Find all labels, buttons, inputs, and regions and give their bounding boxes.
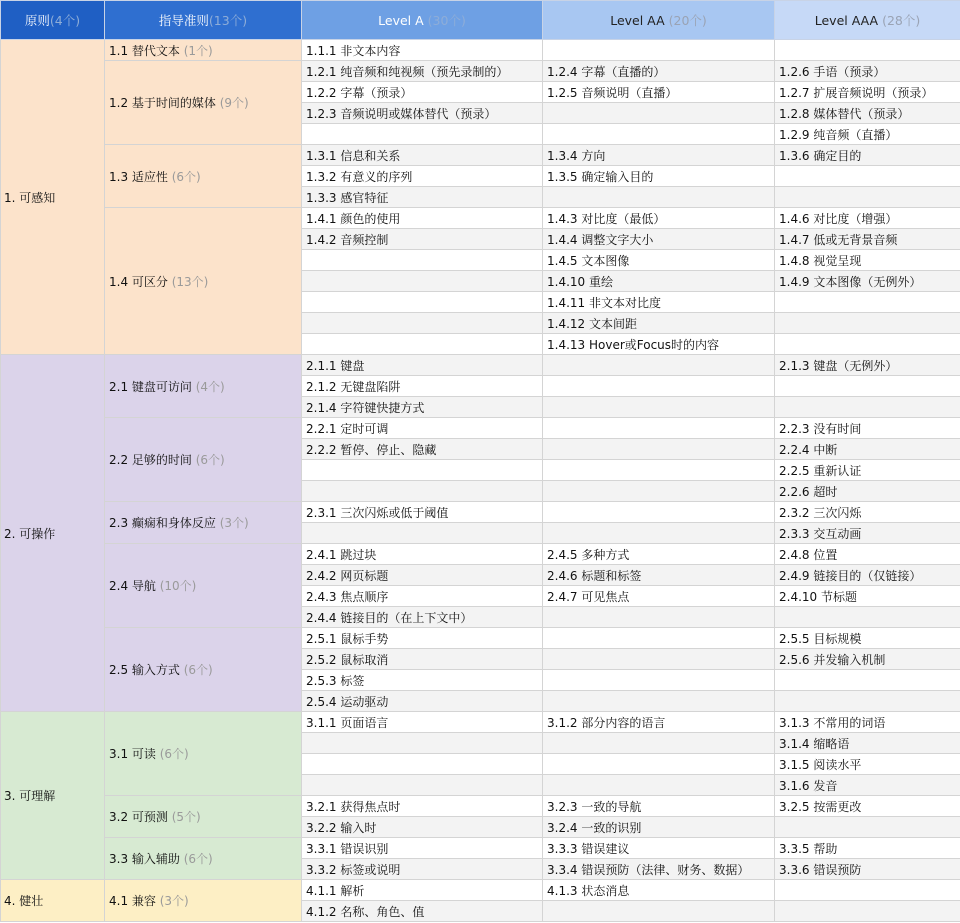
criterion-cell-level-aaa: 2.3.2 三次闪烁 [775,502,960,523]
criterion-cell-level-aaa: 3.1.4 缩略语 [775,733,960,754]
criterion-cell-level-aa: 1.2.5 音频说明（直播） [543,82,775,103]
criterion-cell-level-a: 1.4.2 音频控制 [302,229,543,250]
guideline-count: (6个) [183,852,213,866]
criterion-cell-level-aa [543,607,775,628]
criterion-cell-level-aa: 2.4.5 多种方式 [543,544,775,565]
criterion-cell-level-a [302,271,543,292]
criterion-cell-level-aaa: 2.2.3 没有时间 [775,418,960,439]
criterion-cell-level-aa [543,124,775,145]
criterion-cell-level-aaa: 2.2.6 超时 [775,481,960,502]
criterion-cell-level-a: 1.2.1 纯音频和纯视频（预先录制的） [302,61,543,82]
header-principle: 原则(4个) [1,1,105,40]
table-row [1,145,960,166]
criterion-cell-level-aaa: 2.4.10 节标题 [775,586,960,607]
criterion-cell-level-a: 2.2.1 定时可调 [302,418,543,439]
principle-cell: 3. 可理解 [1,712,105,880]
guideline-label: 4.1 兼容 [109,894,156,908]
criterion-cell-level-aa [543,439,775,460]
criterion-cell-level-aaa [775,40,960,61]
guideline-cell [105,502,302,544]
guideline-count: (9个) [219,96,249,110]
criterion-cell-level-aaa [775,691,960,712]
criterion-cell-level-a: 3.3.1 错误识别 [302,838,543,859]
criterion-cell-level-aa: 3.2.3 一致的导航 [543,796,775,817]
criterion-cell-level-aa [543,775,775,796]
criterion-cell-level-aa: 1.3.5 确定输入目的 [543,166,775,187]
criterion-cell-level-a: 1.3.2 有意义的序列 [302,166,543,187]
criterion-cell-level-a: 2.2.2 暂停、停止、隐藏 [302,439,543,460]
criterion-cell-level-a: 2.5.2 鼠标取消 [302,649,543,670]
criterion-cell-level-aaa: 3.1.6 发音 [775,775,960,796]
table-row [1,880,960,901]
criterion-cell-level-a: 1.1.1 非文本内容 [302,40,543,61]
criterion-cell-level-aaa: 1.4.6 对比度（增强） [775,208,960,229]
criterion-cell-level-aa [543,691,775,712]
criterion-cell-level-a: 1.2.2 字幕（预录） [302,82,543,103]
principle-cell: 1. 可感知 [1,40,105,355]
criterion-cell-level-aaa: 3.3.5 帮助 [775,838,960,859]
criterion-cell-level-a: 2.5.4 运动驱动 [302,691,543,712]
criterion-cell-level-a [302,523,543,544]
criterion-cell-level-aaa [775,607,960,628]
guideline-cell [105,838,302,880]
criterion-cell-level-a: 2.1.4 字符键快捷方式 [302,397,543,418]
criterion-cell-level-aaa: 2.1.3 键盘（无例外） [775,355,960,376]
guideline-count: (3个) [219,516,249,530]
criterion-cell-level-aaa: 2.4.9 链接目的（仅链接） [775,565,960,586]
criterion-cell-level-aa: 1.4.4 调整文字大小 [543,229,775,250]
criterion-cell-level-aa: 3.2.4 一致的识别 [543,817,775,838]
criterion-cell-level-a [302,124,543,145]
criterion-cell-level-aa [543,628,775,649]
table-row [1,418,960,439]
guideline-label: 1.4 可区分 [109,274,168,289]
guideline-label: 1.1 替代文本 [109,43,180,58]
guideline-count: (3个) [159,894,189,908]
criterion-cell-level-a [302,481,543,502]
criterion-cell-level-aaa: 3.2.5 按需更改 [775,796,960,817]
criterion-cell-level-aaa: 1.2.6 手语（预录） [775,61,960,82]
criterion-cell-level-a: 1.3.1 信息和关系 [302,145,543,166]
criterion-cell-level-aa: 3.1.2 部分内容的语言 [543,712,775,733]
criterion-cell-level-aa [543,649,775,670]
criterion-cell-level-aaa: 2.2.5 重新认证 [775,460,960,481]
criterion-cell-level-a: 3.1.1 页面语言 [302,712,543,733]
principle-cell: 2. 可操作 [1,355,105,712]
criterion-cell-level-aa: 2.4.7 可见焦点 [543,586,775,607]
table-row [1,796,960,817]
criterion-cell-level-aaa: 1.2.9 纯音频（直播） [775,124,960,145]
criterion-cell-level-aa [543,460,775,481]
guideline-count: (6个) [183,663,213,677]
table-row [1,208,960,229]
criterion-cell-level-a: 4.1.2 名称、角色、值 [302,901,543,922]
criterion-cell-level-aaa: 2.2.4 中断 [775,439,960,460]
criterion-cell-level-aaa [775,901,960,922]
criterion-cell-level-aa: 1.4.11 非文本对比度 [543,292,775,313]
guideline-cell [105,628,302,712]
guideline-cell [105,544,302,628]
criterion-cell-level-aa: 3.3.3 错误建议 [543,838,775,859]
header-guideline: 指导准则(13个) [105,1,302,40]
criterion-cell-level-aaa [775,880,960,901]
criterion-cell-level-aa [543,40,775,61]
guideline-label: 2.5 输入方式 [109,663,180,677]
criterion-cell-level-a [302,775,543,796]
table-row [1,628,960,649]
guideline-label: 2.3 癫痫和身体反应 [109,516,216,530]
guideline-count: (13个) [171,274,209,289]
criterion-cell-level-a: 4.1.1 解析 [302,880,543,901]
criterion-cell-level-aaa [775,166,960,187]
table-row [1,61,960,82]
criterion-cell-level-aaa [775,670,960,691]
criterion-cell-level-aaa: 2.5.6 并发输入机制 [775,649,960,670]
criterion-cell-level-aaa: 1.4.9 文本图像（无例外） [775,271,960,292]
table-body [1,40,960,922]
criterion-cell-level-a: 1.3.3 感官特征 [302,187,543,208]
criterion-cell-level-aaa: 3.1.5 阅读水平 [775,754,960,775]
criterion-cell-level-a: 1.4.1 颜色的使用 [302,208,543,229]
criterion-cell-level-aa: 1.2.4 字幕（直播的） [543,61,775,82]
guideline-cell [105,355,302,418]
guideline-cell [105,40,302,61]
header-level-a: Level A (30个) [302,1,543,40]
criterion-cell-level-aaa: 1.3.6 确定目的 [775,145,960,166]
header-level-aaa: Level AAA (28个) [775,1,960,40]
criterion-cell-level-a [302,313,543,334]
criterion-cell-level-a: 2.4.3 焦点顺序 [302,586,543,607]
criterion-cell-level-aa [543,376,775,397]
criterion-cell-level-aa: 4.1.3 状态消息 [543,880,775,901]
criterion-cell-level-aaa: 1.4.7 低或无背景音频 [775,229,960,250]
criterion-cell-level-aa [543,355,775,376]
criterion-cell-level-aa: 2.4.6 标题和标签 [543,565,775,586]
criterion-cell-level-a: 3.2.2 输入时 [302,817,543,838]
criterion-cell-level-a: 3.3.2 标签或说明 [302,859,543,880]
guideline-label: 1.3 适应性 [109,169,168,184]
criterion-cell-level-aa: 1.4.10 重绘 [543,271,775,292]
guideline-cell [105,61,302,145]
criterion-cell-level-aaa: 3.1.3 不常用的词语 [775,712,960,733]
criterion-cell-level-aaa [775,334,960,355]
criterion-cell-level-aa [543,670,775,691]
criterion-cell-level-a [302,334,543,355]
criterion-cell-level-aaa [775,292,960,313]
criterion-cell-level-aa [543,502,775,523]
criterion-cell-level-aa: 1.3.4 方向 [543,145,775,166]
guideline-count: (6个) [171,169,201,184]
criterion-cell-level-a [302,754,543,775]
criterion-cell-level-aaa [775,187,960,208]
criterion-cell-level-aaa: 2.4.8 位置 [775,544,960,565]
guideline-label: 2.1 键盘可访问 [109,379,192,394]
criterion-cell-level-aaa: 2.5.5 目标规模 [775,628,960,649]
criterion-cell-level-aa [543,901,775,922]
criterion-cell-level-aaa [775,313,960,334]
criterion-cell-level-a [302,460,543,481]
criterion-cell-level-aaa: 1.4.8 视觉呈现 [775,250,960,271]
guideline-label: 2.2 足够的时间 [109,453,192,467]
criterion-cell-level-aa [543,733,775,754]
guideline-cell [105,145,302,208]
criterion-cell-level-a: 2.4.2 网页标题 [302,565,543,586]
criterion-cell-level-aa: 1.4.5 文本图像 [543,250,775,271]
criterion-cell-level-aaa: 3.3.6 错误预防 [775,859,960,880]
criterion-cell-level-aa [543,187,775,208]
criterion-cell-level-aa: 3.3.4 错误预防（法律、财务、数据） [543,859,775,880]
criterion-cell-level-aaa [775,376,960,397]
table-row [1,502,960,523]
criterion-cell-level-aaa: 2.3.3 交互动画 [775,523,960,544]
header-level-aa: Level AA (20个) [543,1,775,40]
criterion-cell-level-a: 2.1.2 无键盘陷阱 [302,376,543,397]
guideline-cell [105,796,302,838]
criterion-cell-level-aa [543,418,775,439]
criterion-cell-level-aa [543,754,775,775]
criterion-cell-level-aa: 1.4.13 Hover或Focus时的内容 [543,334,775,355]
criterion-cell-level-a: 2.4.1 跳过块 [302,544,543,565]
criterion-cell-level-a [302,733,543,754]
table-header-row [1,1,960,40]
guideline-count: (5个) [171,810,201,824]
criterion-cell-level-aa: 1.4.3 对比度（最低） [543,208,775,229]
table-row [1,544,960,565]
criterion-cell-level-a: 2.1.1 键盘 [302,355,543,376]
guideline-cell [105,208,302,355]
table-row [1,712,960,733]
criterion-cell-level-aa [543,481,775,502]
criterion-cell-level-aa [543,103,775,124]
principle-cell: 4. 健壮 [1,880,105,922]
guideline-label: 2.4 导航 [109,579,156,593]
guideline-count: (6个) [159,747,189,761]
criterion-cell-level-aaa: 1.2.8 媒体替代（预录） [775,103,960,124]
criterion-cell-level-a: 2.5.3 标签 [302,670,543,691]
guideline-cell [105,418,302,502]
guideline-count: (6个) [195,453,225,467]
guideline-cell [105,880,302,922]
guideline-count: (4个) [195,379,225,394]
guideline-label: 3.2 可预测 [109,810,168,824]
criterion-cell-level-aaa [775,397,960,418]
criterion-cell-level-aa [543,397,775,418]
criterion-cell-level-a: 2.3.1 三次闪烁或低于阈值 [302,502,543,523]
criterion-cell-level-a: 3.2.1 获得焦点时 [302,796,543,817]
criterion-cell-level-a: 2.5.1 鼠标手势 [302,628,543,649]
table-row [1,355,960,376]
guideline-label: 3.1 可读 [109,747,156,761]
criterion-cell-level-aa: 1.4.12 文本间距 [543,313,775,334]
table-row [1,40,960,61]
guideline-count: (10个) [159,579,197,593]
criterion-cell-level-aa [543,523,775,544]
criterion-cell-level-a [302,250,543,271]
table-row [1,838,960,859]
guideline-cell [105,712,302,796]
guideline-label: 1.2 基于时间的媒体 [109,96,216,110]
criterion-cell-level-a [302,292,543,313]
guideline-label: 3.3 输入辅助 [109,852,180,866]
guideline-count: (1个) [183,43,213,58]
criterion-cell-level-a: 2.4.4 链接目的（在上下文中） [302,607,543,628]
criterion-cell-level-aaa [775,817,960,838]
criterion-cell-level-a: 1.2.3 音频说明或媒体替代（预录） [302,103,543,124]
criterion-cell-level-aaa: 1.2.7 扩展音频说明（预录） [775,82,960,103]
